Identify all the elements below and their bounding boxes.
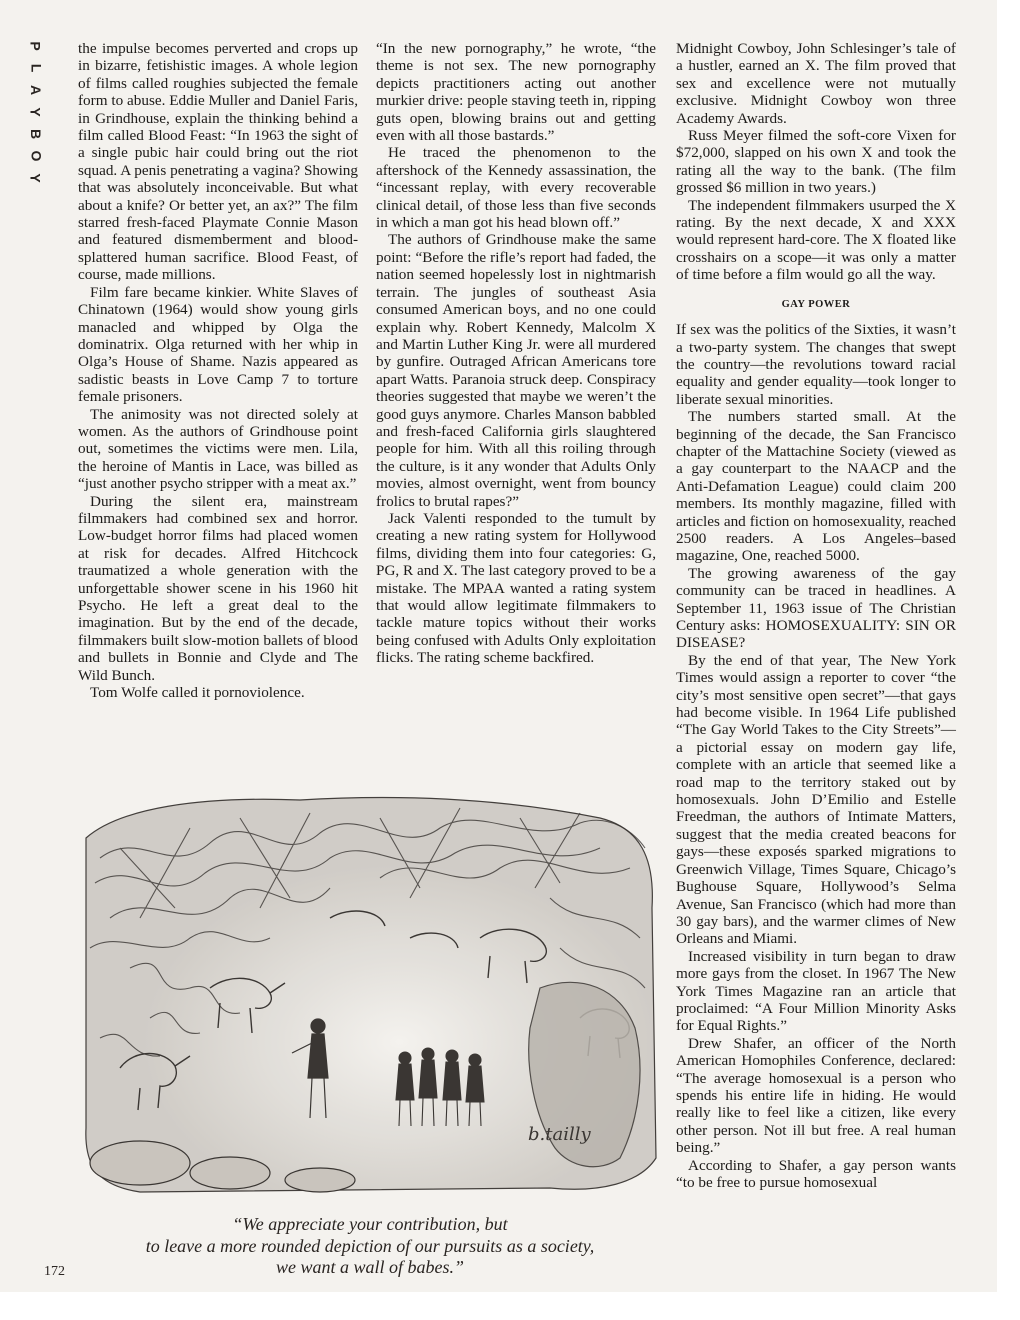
running-head-letter: O [27,150,44,162]
page-margin-right [997,0,1020,1320]
running-head-letter: Y [28,107,44,117]
paragraph: The growing awareness of the gay community can be traced in headlines. A September 11, 1963 issue of The Christian Century asks: HOMOSEXUALITY: SIN OR DISEASE? [676,564,956,652]
paragraph: the impulse becomes perverted and crops up in bizarre, fetishistic images. A whole legion of films called roughies subjected the female form to abuse. Eddie Muller and Daniel Faris, in Grindhouse, explain the thinking behind a film called Blood Feast: “In 1963 the sight of a single pubic hair could bring out the riot squad. A penis penetrating a vagina? Showing that was absolutely inconceivable. But what about a knife? Or better yet, an ax?” The film starred fresh-faced Playmate Connie Mason and featured dismemberment and blood-splattered human sacrifice. Blood Feast, of course, made millions. [78,40,358,284]
paragraph: Increased visibility in turn began to draw more gays from the closet. In 1967 The New York Times Magazine ran an article that proclaimed: “A Four Million Minority Asks for Equal Rights.” [676,947,956,1035]
paragraph: Drew Shafer, an officer of the North American Homophiles Conference, declared: “The average homosexual is a person who spends his entire life in hiding. He would really like to feel like a citizen, like every other person. Not ill but free. A real human being.” [676,1034,956,1157]
paragraph: Midnight Cowboy, John Schlesinger’s tale of a hustler, earned an X. The film proved that sex and excellence were not mutually exclusive. Midnight Cowboy won three Academy Awards. [676,40,956,127]
running-head-letter: B [28,128,44,140]
cartoon-caption [80,1214,660,1279]
caption-line: to leave a more rounded depiction of our pursuits as a society, [145,1235,595,1256]
running-head-letter: A [28,84,44,96]
paragraph: Russ Meyer filmed the soft-core Vixen for $72,000, slapped on his own X and took the rating all the way to the bank. (The film grossed $6 million in two years.) [676,127,956,197]
paragraph: The independent filmmakers usurped the X rating. By the next decade, X and XXX would represent hard-core. The X floated like crosshairs on a scope—it was only a matter of time before a film would go all the way. [676,196,956,284]
cartoonist-signature: b.tailly [528,1124,591,1145]
paragraph: He traced the phenomenon to the aftershock of the Kennedy assassination, the “incessant replay, with every recoverable clinical detail, of those less than five seconds in which a man got his head blown off.” [376,144,656,232]
paragraph: Tom Wolfe called it pornoviolence. [90,684,305,702]
paragraph: By the end of that year, The New York Times would assign a reporter to cover “the city’s most sensitive open secret”—that gays had become visible. In 1964 Life published “The Gay World Takes to the City Streets”—a pictorial essay on modern gay life, complete with an article that seemed like a road map to the territory staked out by homosexuals. John D’Emilio and Estelle Freedman, the authors of Intimate Matters, suggest that the media created beacons for gays—these exposés sparked migrations to Greenwich Village, Times Square, Chicago’s Bughouse Square, Hollywood’s Selma Avenue, San Francisco (which had more than 30 gay bars), and the warmer climes of New Orleans and Miami. [676,651,956,948]
paragraph: Film fare became kinkier. White Slaves of Chinatown (1964) would show young girls manacled and whipped by Olga the dominatrix. Olga returned with her whip in Olga’s House of Shame. Nazis appeared as sadistic beasts in Love Camp 7 to torture female prisoners. [78,283,358,406]
text-column-3 [676,40,956,1191]
caption-line: “We appreciate your contribution, but [232,1214,508,1234]
paragraph: According to Shafer, a gay person wants “to be free to pursue homosexual [676,1156,956,1191]
running-head [24,38,48,186]
page-number: 172 [44,1264,65,1279]
paragraph: During the silent era, mainstream filmmakers had combined sex and horror. Low-budget horror films had placed women at risk for decades. Alfred Hitchcock traumatized a whole generation with the unforgettable shower scene in his 1960 hit Psycho. He left a great deal to the imagination. But by the end of the decade, filmmakers built slow-motion ballets of blood and bullets in Bonnie and Clyde and The Wild Bunch. [78,492,358,684]
paragraph: The numbers started small. At the beginning of the decade, the San Francisco chapter of the Mattachine Society (viewed as a gay counterpart to the NAACP and the Anti-Defamation League) could claim 200 members. Its monthly magazine, filled with articles and fiction on homosexuality, reached 2500 readers. A Los Angeles–based magazine, One, reached 5000. [676,408,956,565]
running-head-letter: Y [28,173,44,183]
running-head-letter: L [28,63,44,73]
text-column-1 [78,40,358,701]
cave-painting-cartoon [80,788,660,1200]
paragraph: If sex was the politics of the Sixties, it wasn’t a two-party system. The changes that swept the country—the revolutions toward racial equality and gender equality—took longer to liberate sexual minorities. [676,321,956,408]
paragraph: The authors of Grindhouse make the same point: “Before the rifle’s report had faded, the nation seemed hopelessly lost in nightmarish terrain. The jungles of southeast Asia consumed American boys, and no one could explain why. Robert Kennedy, Malcolm X and Martin Luther King Jr. were all murdered by gunfire. Outraged African Americans tore apart Watts. Paranoia struck deep. Conspiracy theories suggested that maybe we weren’t the good guys anymore. Charles Manson babbled and fresh-faced California girls slaughtered people for him. With all this roiling through the culture, is it any wonder that Adults Only movies, almost overnight, went from bouncy frolics to brutal rapes?” [376,231,656,510]
paragraph: The animosity was not directed solely at women. As the authors of Grindhouse point out, sometimes the victims were men. Lila, the heroine of Mantis in Lace, was billed as “just another psycho stripper with a meat ax.” [78,405,358,493]
caption-line: we want a wall of babes.” [275,1257,464,1277]
running-head-letter: P [28,41,44,51]
page-margin-bottom [0,1292,1020,1320]
section-subhead: GAY POWER [781,298,851,310]
paragraph: “In the new pornography,” he wrote, “the theme is not sex. The new pornography depicts practitioners acting out another murkier drive: people staving teeth in, ripping guts open, blowing brains out and getting even with all those bastards.” [376,40,656,145]
paragraph: Jack Valenti responded to the tumult by creating a new rating system for Hollywood films, dividing them into four categories: G, PG, R and X. The last category proved to be a mistake. The MPAA wanted a rating system that would allow legitimate filmmakers to tackle mature topics without their works being confused with Adults Only exploitation flicks. The rating scheme backfired. [376,509,656,667]
text-column-2 [376,40,656,667]
